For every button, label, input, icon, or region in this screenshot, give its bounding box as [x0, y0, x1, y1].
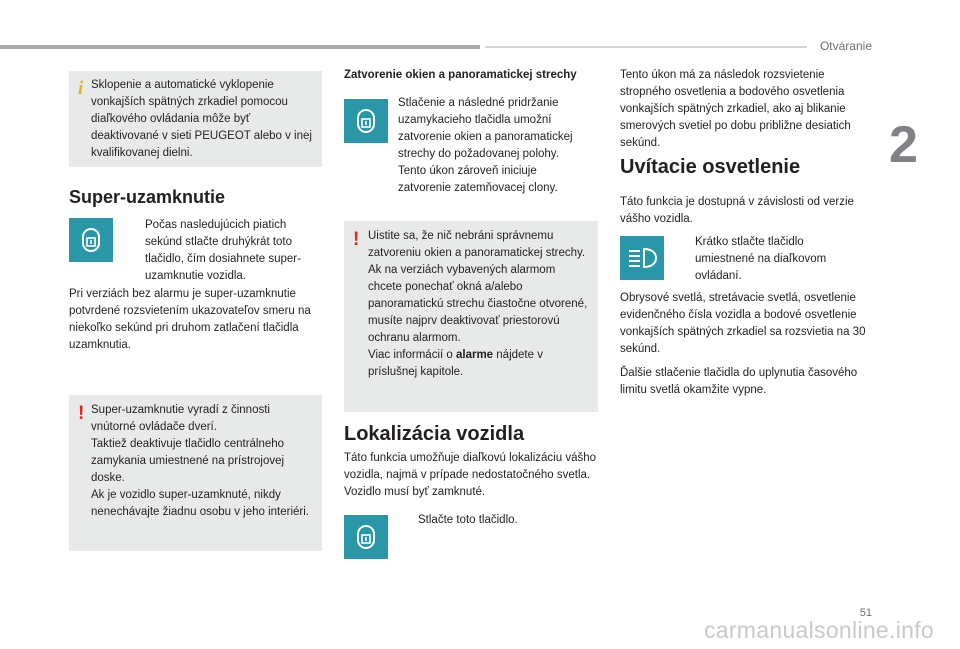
watermark: carmanualsonline.info: [703, 617, 934, 643]
paragraph: Táto funkcia umožňuje diaľkovú lokalizáciu vášho vozidla, najmä v prípade nedostatočného svetla. Vozidlo musí byť zamknuté.: [344, 452, 597, 498]
paragraph: Tento úkon má za následok rozsvietenie stropného osvetlenia a bodového osvetlenia vonkajších spätných zrkadiel, ako aj blikanie smerových svetiel po dobu približne desiatich sekúnd.: [620, 69, 851, 149]
paragraph: Táto funkcia je dostupná v závislosti od verzie vášho vozidla.: [620, 196, 854, 225]
chapter-number: 2: [889, 116, 918, 174]
headlamp-icon: [626, 243, 658, 273]
step-text: Krátko stlačte tlačidlo umiestnené na diaľkovom ovládaní.: [695, 236, 827, 282]
lock-button-tile: [69, 218, 113, 262]
lock-button-tile: [344, 99, 388, 143]
info-box: [69, 71, 322, 167]
section-title: Otváranie: [819, 39, 872, 53]
info-box-text: Sklopenie a automatické vyklopenie vonkajších spätných zrkadiel pomocou diaľkového ovládania môže byť deaktivované v sieti PEUGEOT alebo v inej kvalifikovanej dielni.: [91, 79, 312, 159]
paragraph: Ďalšie stlačenie tlačidla do uplynutia časového limitu svetlá okamžite vypne.: [620, 367, 858, 396]
header-rule: [0, 45, 480, 49]
step-text: Stlačenie a následné pridržanie uzamykacieho tlačidla umožní zatvorenie okien a panoramatickej strechy do požadovanej polohy. Tento úkon zároveň iniciuje zatvorenie zatemňovacej clony.: [398, 97, 573, 194]
step-text: Stlačte toto tlačidlo.: [418, 514, 518, 526]
warning-box: [69, 395, 322, 551]
warning-icon: !: [353, 229, 360, 250]
warning-box-text: Super-uzamknutie vyradí z činnosti vnútorné ovládače dverí. Taktiež deaktivuje tlačidlo centrálneho zamykania umiestnené na prístrojovej doske. Ak je vozidlo super-uzamknuté, nikdy nenechávajte žiadnu osobu v jeho interiéri.: [91, 404, 310, 518]
lock-button-tile: [344, 515, 388, 559]
section-heading-locate: Lokalizácia vozidla: [344, 423, 525, 445]
warning-icon: !: [78, 403, 85, 424]
section-heading-welcome-lights: Uvítacie osvetlenie: [620, 156, 801, 178]
paragraph: Pri verziách bez alarmu je super-uzamknutie potvrdené rozsvietením ukazovateľov smeru na niekoľko sekúnd pri druhom zatlačení tlačidla uzamknutia.: [69, 288, 311, 351]
step-text: Počas nasledujúcich piatich sekúnd stlačte druhýkrát toto tlačidlo, čím dosiahnete super-uzamknutie vozidla.: [145, 219, 301, 282]
info-icon: i: [78, 78, 84, 99]
lock-icon: [351, 106, 381, 136]
paragraph: Obrysové svetlá, stretávacie svetlá, osvetlenie evidenčného čísla vozidla a bodové osvetlenie vonkajších spätných zrkadiel sa rozsvietia na 30 sekúnd.: [620, 292, 866, 355]
headlamp-button-tile: [620, 236, 664, 280]
warning-box-text: Uistite sa, že nič nebráni správnemu zatvoreniu okien a panoramatickej strechy. Ak na verziách vybavených alarmom chcete ponechať okná a/alebo panoramatickú strechu čiastočne otvorené, musíte najprv deaktivovať priestorovú ochranu alarmom. Viac informácií o alarme nájdete v príslušnej kapitole.: [368, 230, 588, 378]
header-rule-thin: [485, 46, 807, 48]
lock-icon: [76, 225, 106, 255]
warning-box: [344, 221, 598, 412]
subheading-windows: Zatvorenie okien a panoramatickej strechy: [344, 69, 577, 81]
lock-icon: [351, 522, 381, 552]
page-number: 51: [859, 607, 872, 619]
section-heading-super-lock: Super-uzamknutie: [69, 187, 226, 207]
